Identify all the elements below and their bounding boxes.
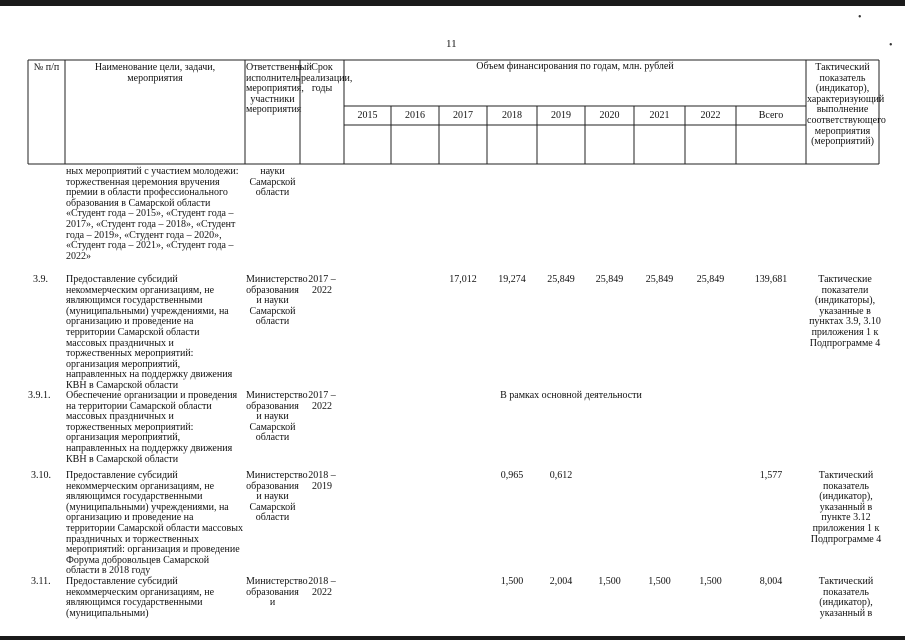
row-value-2020: 25,849 [595, 274, 624, 285]
total-header: Всего [758, 110, 784, 121]
row-number: 3.9. [33, 274, 48, 285]
row-term: 2017 – 2022 [308, 390, 336, 412]
scan-mark: • [858, 12, 862, 23]
year-header: 2016 [405, 110, 425, 121]
row-value-2018: 19,274 [498, 274, 526, 285]
row-value-2018: 1,500 [500, 576, 524, 587]
row-term: 2017 – 2022 [308, 274, 336, 296]
row-name: Предоставление субсидий некоммерческим организациям, не являющимся государственными (муниципальными) [66, 576, 215, 619]
col-indicator-header: Тактический показатель (индикатор), характеризующий выполнение соответствующего мероприятия (мероприятий) [807, 62, 886, 148]
scan-bottom-border [0, 636, 905, 640]
row-number: 3.10. [31, 470, 51, 481]
year-header: 2017 [453, 110, 473, 121]
col-num-header: № п/п [33, 62, 60, 73]
scan-top-border [0, 0, 905, 6]
row-name: Предоставление субсидий некоммерческим организациям, не являющимся государственными (муниципальными) учреждениями, на организацию и проведение на территории Самарской области массовых праздничных и торжественных мероприятий: организация и проведение Форума добровольцев Самарской области в 2018 году [66, 470, 243, 577]
row-value-total: 139,681 [754, 274, 788, 285]
row-value-total: 1,577 [759, 470, 783, 481]
row-name: Предоставление субсидий некоммерческим организациям, не являющимся государственными (муниципальными) учреждениями, на организацию и проведение на территории Самарской области массовых праздничных и торжественных мероприятий: организация мероприятий, направленных на поддержку движения КВН в Самарской области [66, 274, 233, 391]
row-name: Обеспечение организации и проведения на территории Самарской области массовых праздничных и торжественных мероприятий: организация мероприятий, направленных на поддержку движения КВН в Самарской области [66, 390, 238, 465]
row-value-2021: 25,849 [645, 274, 674, 285]
year-header: 2022 [700, 110, 721, 121]
row-value-2022: 25,849 [696, 274, 725, 285]
row-value-2022: 1,500 [699, 576, 722, 587]
year-header: 2019 [551, 110, 571, 121]
col-term-header: Срок реализации, годы [301, 62, 353, 95]
year-header: 2018 [502, 110, 522, 121]
row-value-2017: 17,012 [449, 274, 477, 285]
row-value-2019: 0,612 [549, 470, 573, 481]
row-name: ных мероприятий с участием молодежи: торжественная церемония вручения премии в области профессионального образования в Самарской области «Студент года – 2015», «Студент года – 2017», «Студент года – 2018», «Студент года – 2019», «Студент года – 2020», «Студент года – 2021», «Студент года – 2022» [66, 166, 239, 262]
row-number: 3.11. [31, 576, 51, 587]
col-funding-header: Объем финансирования по годам, млн. рублей [476, 61, 674, 72]
row-value-2018: 0,965 [500, 470, 524, 481]
row-funding-note: В рамках основной деятельности [500, 390, 642, 401]
row-term: 2018 – 2022 [308, 576, 336, 598]
row-indicator: Тактические показатели (индикаторы), указанные в пунктах 3.9, 3.10 приложения 1 к Подпрограмме 4 [809, 274, 881, 349]
row-value-2021: 1,500 [648, 576, 671, 587]
row-responsible: Министерство образования и [246, 576, 308, 609]
row-indicator: Тактический показатель (индикатор), указанный в [818, 576, 874, 619]
row-term: 2018 – 2019 [308, 470, 336, 492]
row-responsible: Министерство образования и науки Самарской области [246, 390, 308, 444]
year-header: 2020 [599, 110, 620, 121]
row-value-2019: 2,004 [549, 576, 573, 587]
row-responsible: науки Самарской области [249, 166, 296, 199]
row-value-2019: 25,849 [547, 274, 575, 285]
year-header: 2015 [357, 110, 378, 121]
col-resp-header: Ответственный исполнитель мероприятия, участники мероприятия [246, 62, 312, 116]
row-value-total: 8,004 [759, 576, 783, 587]
row-responsible: Министерство образования и науки Самарской области [246, 274, 308, 328]
year-header: 2021 [649, 110, 670, 121]
row-value-2020: 1,500 [598, 576, 621, 587]
row-number: 3.9.1. [28, 390, 51, 401]
scan-mark: • [889, 40, 893, 51]
col-name-header: Наименование цели, задачи, мероприятия [94, 62, 216, 84]
row-indicator: Тактический показатель (индикатор), указанный в пункте 3.12 приложения 1 к Подпрограмме 4 [810, 470, 882, 545]
page-number: 11 [446, 38, 457, 50]
row-responsible: Министерство образования и науки Самарской области [246, 470, 308, 524]
